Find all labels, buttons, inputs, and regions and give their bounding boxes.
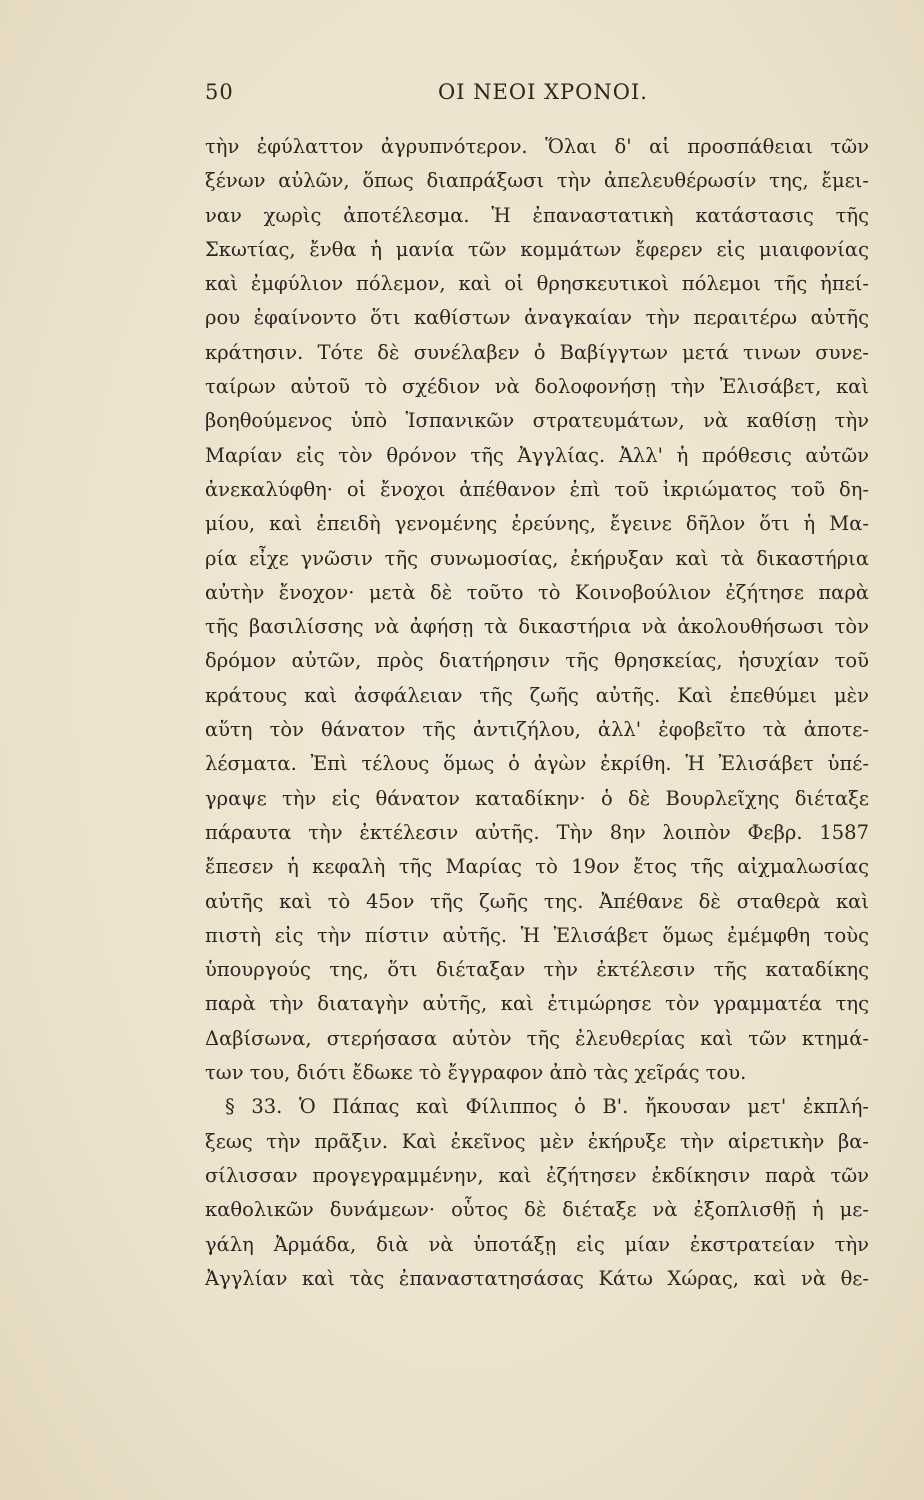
- text-line: Σκωτίας, ἔνθα ἡ μανία τῶν κομμάτων ἔφερεν εἰς μιαιφονίας: [205, 237, 869, 261]
- text-line: παρὰ τὴν διαταγὴν αὐτῆς, καὶ ἐτιμώρησε τὸν γραμματέα της: [205, 992, 869, 1016]
- text-line: γάλη Ἀρμάδα, διὰ νὰ ὑποτάξῃ εἰς μίαν ἐκστρατείαν τὴν: [205, 1232, 869, 1256]
- text-line: Δαβίσωνα, στερήσασα αὐτὸν τῆς ἐλευθερίας καὶ τῶν κτημά-: [205, 1026, 869, 1050]
- section-33-start: § 33. Ὁ Πάπας καὶ Φίλιππος ὁ Β'. ἤκουσαν μετ' ἐκπλή-: [225, 1095, 869, 1119]
- text-line: κράτους καὶ ἀσφάλειαν τῆς ζωῆς αὐτῆς. Καὶ ἐπεθύμει μὲν: [205, 683, 869, 707]
- page-number: 50: [205, 80, 234, 104]
- text-line: ξένων αὐλῶν, ὅπως διαπράξωσι τὴν ἀπελευθέρωσίν της, ἔμει-: [205, 169, 869, 193]
- running-head: ΟΙ ΝΕΟΙ ΧΡΟΝΟΙ.: [438, 80, 648, 104]
- text-line: αὕτη τὸν θάνατον τῆς ἀντιζήλου, ἀλλ' ἐφοβεῖτο τὰ ἀποτε-: [205, 718, 869, 742]
- text-line: αὐτὴν ἔνοχον· μετὰ δὲ τοῦτο τὸ Κοινοβούλιον ἐζήτησε παρὰ: [205, 580, 869, 604]
- text-line: τὴν ἐφύλαττον ἀγρυπνότερον. Ὅλαι δ' αἱ προσπάθειαι τῶν: [205, 135, 869, 158]
- text-line: ἀνεκαλύφθη· οἱ ἔνοχοι ἀπέθανον ἐπὶ τοῦ ἰκριώματος τοῦ δη-: [205, 477, 869, 501]
- body-text: [205, 130, 869, 1296]
- text-line: βοηθούμενος ὑπὸ Ἱσπανικῶν στρατευμάτων, νὰ καθίσῃ τὴν: [205, 409, 869, 433]
- text-line: των του, διότι ἔδωκε τὸ ἔγγραφον ἀπὸ τὰς χεῖράς του.: [205, 1061, 747, 1085]
- text-line: καθολικῶν δυνάμεων· οὗτος δὲ διέταξε νὰ ἐξοπλισθῇ ἡ με-: [205, 1198, 869, 1222]
- text-line: ξεως τὴν πρᾶξιν. Καὶ ἐκεῖνος μὲν ἐκήρυξε τὴν αἱρετικὴν βα-: [205, 1129, 869, 1153]
- text-line: γραψε τὴν εἰς θάνατον καταδίκην· ὁ δὲ Βουρλεῖχης διέταξε: [205, 786, 869, 810]
- text-line: πάραυτα τὴν ἐκτέλεσιν αὐτῆς. Τὴν 8ην λοιπὸν Φεβρ. 1587: [205, 820, 869, 844]
- text-line: ταίρων αὐτοῦ τὸ σχέδιον νὰ δολοφονήσῃ τὴν Ἐλισάβετ, καὶ: [205, 375, 869, 399]
- text-line: ναν χωρὶς ἀποτέλεσμα. Ἡ ἐπαναστατικὴ κατάστασις τῆς: [205, 203, 869, 227]
- text-line: ἔπεσεν ἡ κεφαλὴ τῆς Μαρίας τὸ 19ον ἔτος τῆς αἰχμαλωσίας: [205, 855, 869, 879]
- text-line: ὑπουργούς της, ὅτι διέταξαν τὴν ἐκτέλεσιν τῆς καταδίκης: [205, 958, 869, 982]
- text-line: μίου, καὶ ἐπειδὴ γενομένης ἐρεύνης, ἔγεινε δῆλον ὅτι ἡ Μα-: [205, 512, 869, 536]
- text-line: λέσματα. Ἐπὶ τέλους ὅμως ὁ ἀγὼν ἐκρίθη. Ἡ Ἐλισάβετ ὑπέ-: [205, 752, 869, 776]
- text-line: πιστὴ εἰς τὴν πίστιν αὐτῆς. Ἡ Ἐλισάβετ ὅμως ἐμέμφθη τοὺς: [205, 923, 869, 947]
- text-line: αὐτῆς καὶ τὸ 45ον τῆς ζωῆς της. Ἀπέθανε δὲ σταθερὰ καὶ: [205, 889, 869, 913]
- text-line: ρου ἐφαίνοντο ὅτι καθίστων ἀναγκαίαν τὴν περαιτέρω αὐτῆς: [205, 306, 869, 330]
- text-line: δρόμον αὐτῶν, πρὸς διατήρησιν τῆς θρησκείας, ἡσυχίαν τοῦ: [205, 649, 869, 673]
- text-line: σίλισσαν προγεγραμμένην, καὶ ἐζήτησεν ἐκδίκησιν παρὰ τῶν: [205, 1163, 869, 1187]
- text-line: τῆς βασιλίσσης νὰ ἀφήσῃ τὰ δικαστήρια νὰ ἀκολουθήσωσι τὸν: [205, 615, 869, 639]
- text-line: ρία εἶχε γνῶσιν τῆς συνωμοσίας, ἐκήρυξαν καὶ τὰ δικαστήρια: [205, 546, 869, 570]
- text-line: Μαρίαν εἰς τὸν θρόνον τῆς Ἀγγλίας. Ἀλλ' ἡ πρόθεσις αὐτῶν: [205, 443, 869, 467]
- text-line: Ἀγγλίαν καὶ τὰς ἐπαναστατησάσας Κάτω Χώρας, καὶ νὰ θε-: [205, 1266, 869, 1290]
- page-header: [205, 80, 715, 114]
- text-line: καὶ ἐμφύλιον πόλεμον, καὶ οἱ θρησκευτικοὶ πόλεμοι τῆς ἠπεί-: [205, 272, 869, 296]
- text-line: κράτησιν. Τότε δὲ συνέλαβεν ὁ Βαβίγγτων μετά τινων συνε-: [205, 340, 869, 364]
